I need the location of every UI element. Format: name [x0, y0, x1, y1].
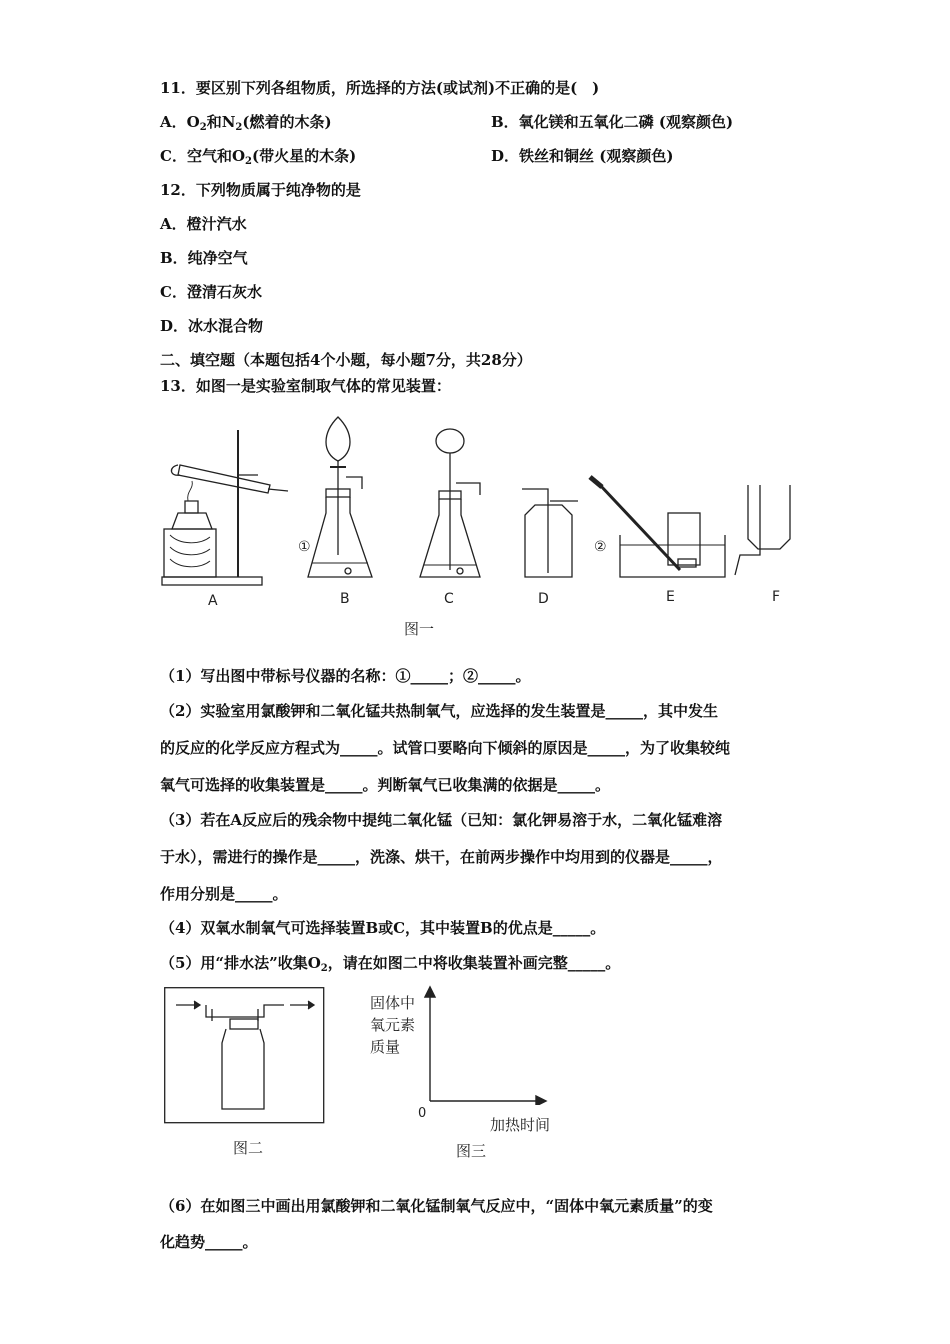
ylabel-line-3: 质量	[370, 1038, 401, 1056]
figure-3-caption: 图三	[456, 1142, 487, 1160]
q12-option-d: D．冰水混合物	[160, 317, 264, 335]
q12-option-c: C．澄清石灰水	[160, 283, 262, 301]
figure-1-apparatus	[150, 405, 810, 620]
ylabel-line-1: 固体中	[370, 994, 416, 1012]
apparatus-c	[420, 429, 480, 577]
figure-2-caption: 图二	[233, 1139, 264, 1157]
q11-option-c: C．空气和$O_2$(带火星的木条)	[160, 147, 357, 167]
label-a: A	[208, 593, 218, 609]
figure-1-caption: 图一	[404, 620, 435, 638]
apparatus-f	[735, 485, 790, 575]
q13-part2-line3: 氧气可选择的收集装置是_____。判断氧气已收集满的依据是_____。	[160, 776, 611, 794]
label-d: D	[538, 591, 549, 607]
q13-part3-line2: 于水），需进行的操作是_____，洗涤、烘干，在前两步操作中均用到的仪器是_____，	[160, 848, 723, 866]
q13-part2-line2: 的反应的化学反应方程式为_____。试管口要略向下倾斜的原因是_____，为了收集较纯	[160, 739, 731, 757]
label-f: F	[772, 589, 781, 605]
label-c: C	[444, 591, 454, 607]
q13-part6-line1: （6）在如图三中画出用氯酸钾和二氧化锰制氧气反应中，“固体中氧元素质量”的变	[160, 1197, 713, 1215]
section-heading: 二、填空题（本题包括4个小题，每小题7分，共28分）	[160, 351, 532, 369]
figure-3-xlabel: 加热时间	[490, 1116, 551, 1134]
label-b: B	[340, 591, 350, 607]
marker-2: ②	[594, 539, 607, 555]
q13-part6-line2: 化趋势_____。	[160, 1233, 258, 1251]
apparatus-e	[590, 477, 725, 577]
q13-stem: 13．如图一是实验室制取气体的常见装置：	[160, 377, 451, 395]
q13-part4: （4）双氧水制氧气可选择装置B或C，其中装置B的优点是_____。	[160, 919, 606, 937]
ylabel-line-2: 氧元素	[370, 1016, 416, 1034]
q11-option-b: B．氧化镁和五氧化二磷 (观察颜色)	[491, 113, 734, 131]
q12-stem: 12．下列物质属于纯净物的是	[160, 181, 361, 199]
figure-3-ylabel	[370, 992, 415, 1058]
apparatus-b	[308, 417, 372, 577]
marker-1: ①	[298, 539, 311, 555]
figure-2-bottle	[164, 987, 326, 1125]
q11-option-a: A．$O_2$和$N_2$(燃着的木条)	[160, 113, 332, 133]
q13-part1: （1）写出图中带标号仪器的名称：①_____；②_____。	[160, 667, 531, 685]
q13-part5: （5）用“排水法”收集$O_2$，请在如图二中将收集装置补画完整_____。	[160, 954, 621, 974]
label-e: E	[666, 589, 675, 605]
q13-part3-line3: 作用分别是_____。	[160, 885, 288, 903]
q12-option-b: B．纯净空气	[160, 249, 248, 267]
q12-option-a: A．橙汁汽水	[160, 215, 247, 233]
apparatus-d	[522, 489, 578, 577]
apparatus-a	[162, 430, 288, 585]
q11-stem: 11．要区别下列各组物质，所选择的方法(或试剂)不正确的是( )	[160, 79, 600, 97]
q13-part3-line1: （3）若在A反应后的残余物中提纯二氧化锰（已知：氯化钾易溶于水，二氧化锰难溶	[160, 811, 723, 829]
figure-3-axes	[420, 985, 550, 1105]
q11-option-d: D．铁丝和铜丝 (观察颜色)	[491, 147, 674, 165]
figure-3-origin: 0	[418, 1106, 427, 1121]
q13-part2-line1: （2）实验室用氯酸钾和二氧化锰共热制氧气，应选择的发生装置是_____，其中发生	[160, 702, 718, 720]
